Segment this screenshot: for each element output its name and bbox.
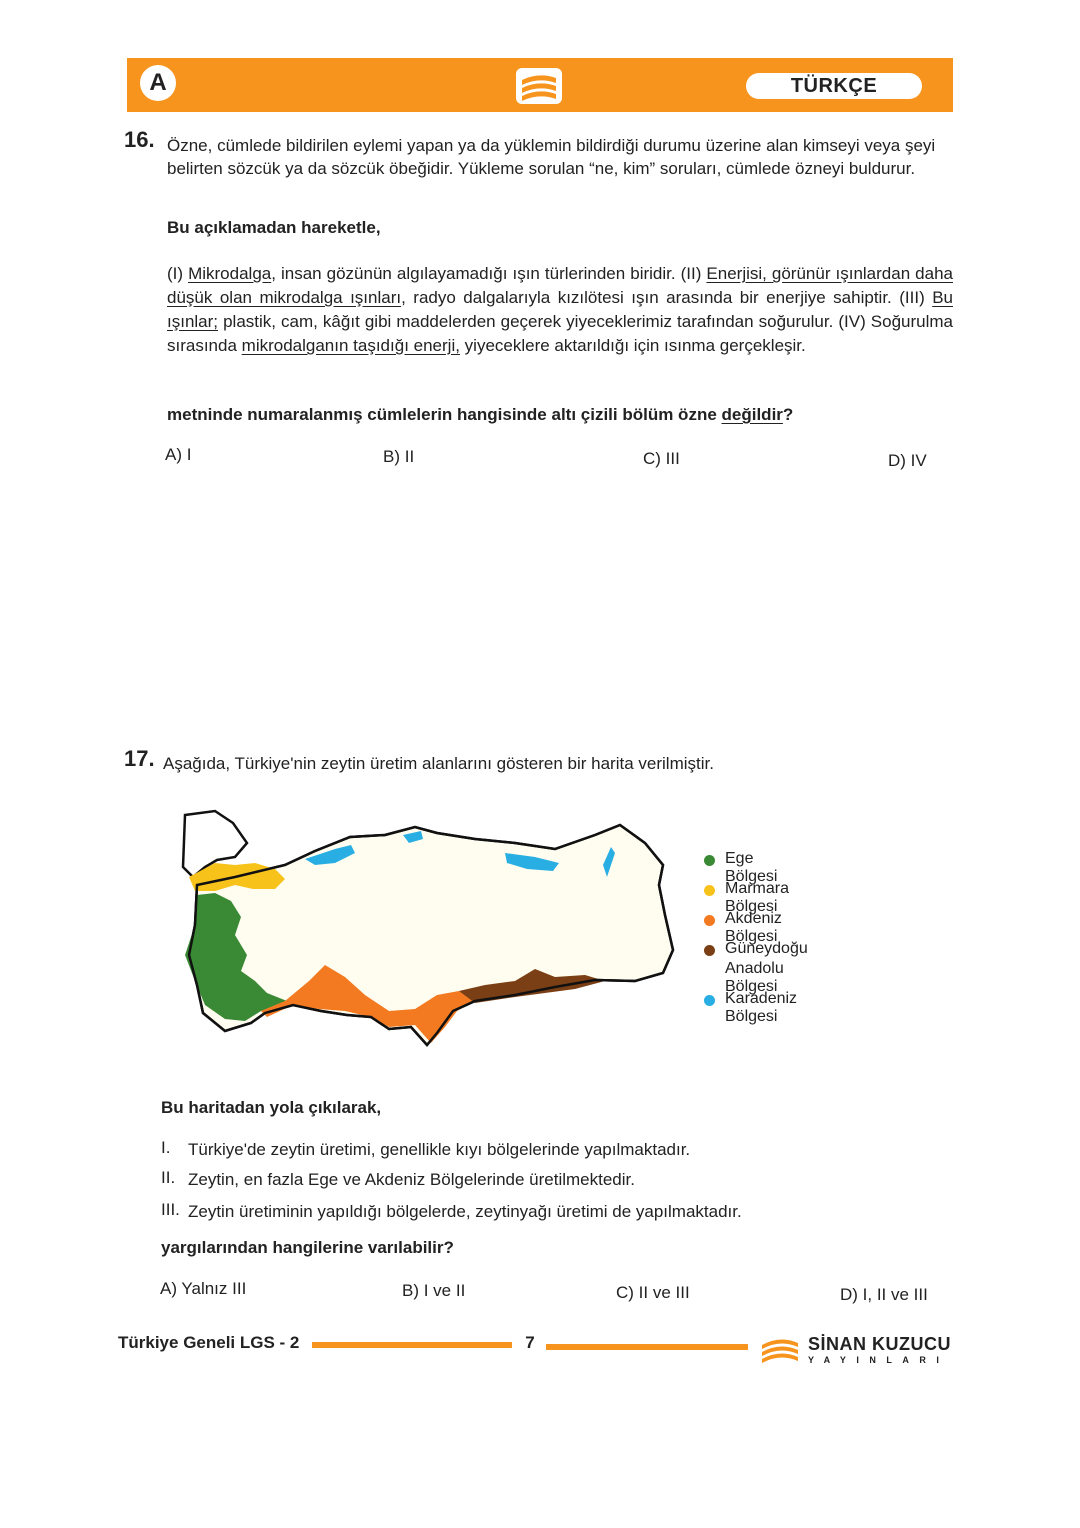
footer-exam-title: Türkiye Geneli LGS - 2 — [118, 1333, 300, 1352]
underlined-part-3: Bu ışınlar; — [167, 288, 953, 331]
q17-option-b[interactable]: B) I ve II — [402, 1281, 466, 1300]
stem-emphasis: değildir — [721, 405, 783, 424]
question-17-lead: Bu haritadan yola çıkılarak, — [161, 1098, 382, 1117]
legend-label-akdeniz: Akdeniz Bölgesi — [725, 910, 782, 945]
sentence-1-prefix: (I) — [167, 264, 189, 283]
statement-1-num: I. — [161, 1138, 171, 1157]
legend-label-karadeniz: Karadeniz Bölgesi — [725, 990, 798, 1025]
legend-dot-ege — [704, 855, 715, 866]
publisher-name: SİNAN KUZUCU — [808, 1334, 951, 1354]
question-16-lead: Bu açıklamadan hareketle, — [167, 218, 381, 237]
legend-dot-marmara — [704, 885, 715, 896]
legend-label-ege: Ege Bölgesi — [725, 850, 778, 885]
turkey-olive-map — [175, 805, 685, 1055]
legend-dot-guneydogu — [704, 945, 715, 956]
statement-2-num: II. — [161, 1168, 176, 1187]
statement-1-text: Türkiye'de zeytin üretimi, genellikle kıyı bölgelerinde yapılmaktadır. — [188, 1140, 691, 1159]
question-17-stem: yargılarından hangilerine varılabilir? — [161, 1238, 454, 1257]
publisher-subtitle: YAYINLARI — [808, 1355, 950, 1365]
subject-label: TÜRKÇE — [746, 73, 922, 99]
q17-option-d[interactable]: D) I, II ve III — [840, 1285, 928, 1304]
q16-option-a[interactable]: A) I — [165, 445, 192, 464]
question-16-passage — [167, 262, 953, 358]
book-logo-icon — [514, 66, 564, 106]
footer-rule-right — [546, 1344, 748, 1350]
q17-option-c[interactable]: C) II ve III — [616, 1283, 690, 1302]
statement-2-text: Zeytin, en fazla Ege ve Akdeniz Bölgelerinde üretilmektedir. — [188, 1170, 635, 1189]
question-17-number: 17. — [124, 746, 155, 771]
question-16-intro: Özne, cümlede bildirilen eylemi yapan ya da yüklemin bildirdiği durumu üzerine alan kimseyi veya şeyi belirten sözcük ya da sözcük öbeğidir. Yükleme sorulan “ne, kim” soruları, cümlede özneyi buldurur. — [167, 136, 936, 178]
q16-option-c[interactable]: C) III — [643, 449, 680, 468]
stem-suffix: ? — [782, 405, 794, 424]
sentence-1-rest: , insan gözünün algılayamadığı ışın türlerinden biridir. (II) — [271, 264, 707, 283]
statement-3-num: III. — [161, 1200, 180, 1219]
sentence-4-rest: yiyeceklere aktarıldığı için ısınma gerçekleşir. — [459, 336, 806, 355]
stem-prefix: metninde numaralanmış cümlelerin hangisinde altı çizili bölüm özne — [167, 405, 722, 424]
legend-label-marmara: Marmara Bölgesi — [725, 880, 790, 915]
statement-3-text: Zeytin üretiminin yapıldığı bölgelerde, zeytinyağı üretimi de yapılmaktadır. — [188, 1202, 742, 1221]
q16-option-b[interactable]: B) II — [383, 447, 415, 466]
underlined-part-4: mikrodalganın taşıdığı enerji, — [241, 336, 460, 355]
legend-label-guneydogu-2: Anadolu Bölgesi — [725, 960, 784, 995]
q16-option-d[interactable]: D) IV — [888, 451, 927, 470]
footer-rule-left — [312, 1342, 512, 1348]
sentence-2-rest: , radyo dalgalarıyla kızılötesi ışın arasında bir enerjiye sahiptir. (III) — [401, 288, 933, 307]
page-number: 7 — [525, 1333, 535, 1352]
question-17-intro: Aşağıda, Türkiye'nin zeytin üretim alanlarını gösteren bir harita verilmiştir. — [163, 754, 714, 773]
legend-dot-akdeniz — [704, 915, 715, 926]
underlined-part-1: Mikrodalga — [188, 264, 272, 283]
booklet-badge: A — [140, 65, 176, 101]
legend-dot-karadeniz — [704, 995, 715, 1006]
underlined-part-2: Enerjisi, görünür ışınlardan daha düşük olan mikrodalga ışınları — [167, 264, 953, 307]
legend-label-guneydogu: Güneydoğu — [725, 940, 808, 957]
publisher-logo-icon — [760, 1335, 800, 1365]
question-16-number: 16. — [124, 127, 155, 152]
question-16-stem — [167, 403, 957, 426]
sentence-3-rest: plastik, cam, kâğıt gibi maddelerden geçerek yiyeceklerimiz tarafından soğurulur. (IV) Soğurulma sırasında — [167, 312, 953, 355]
q17-option-a[interactable]: A) Yalnız III — [160, 1279, 247, 1298]
